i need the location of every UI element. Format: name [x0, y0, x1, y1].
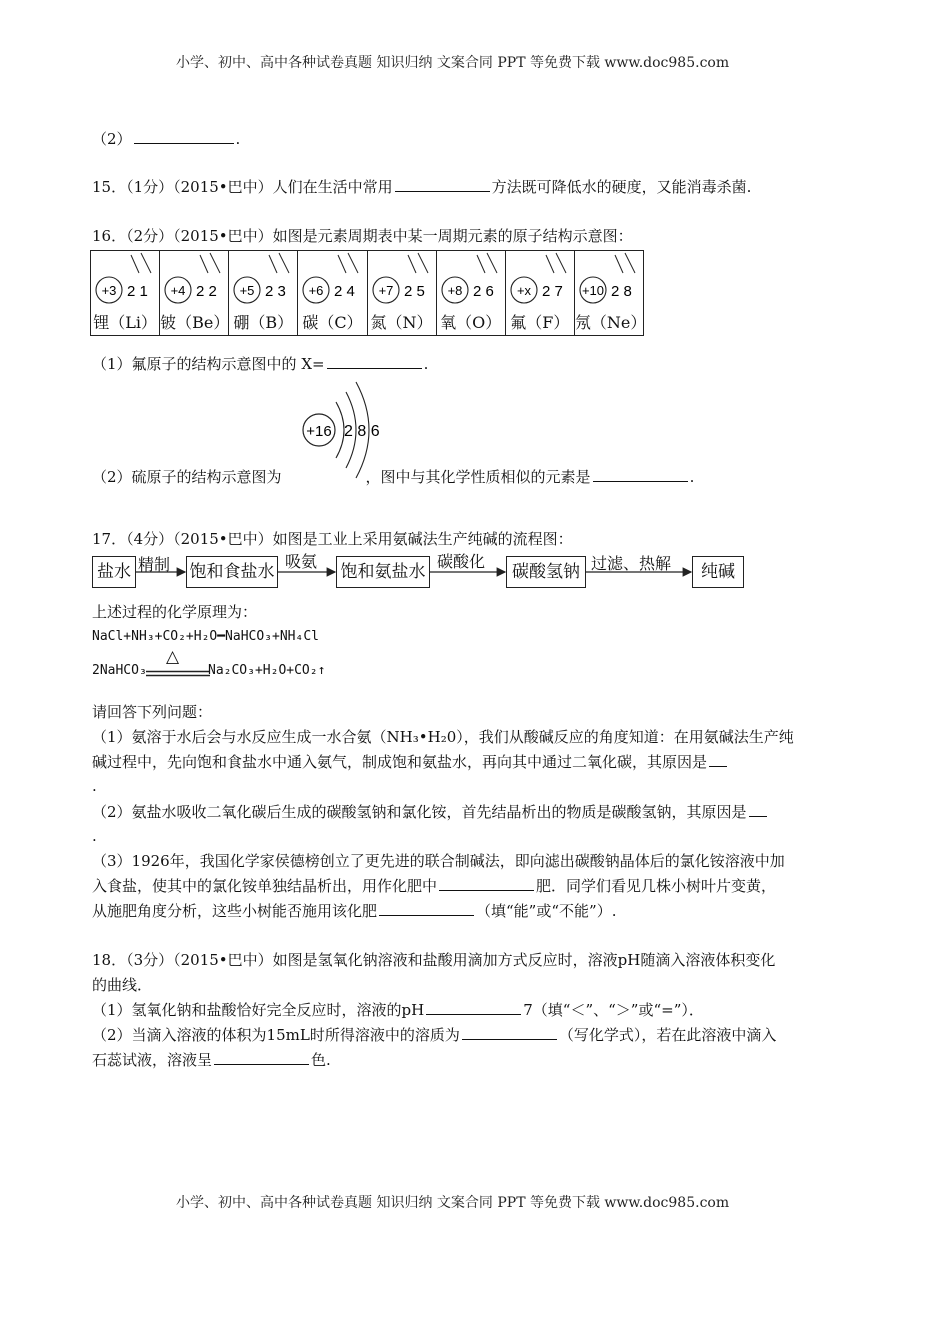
flow-label-1: 精制: [138, 555, 171, 574]
q17-p3-text-c1: 从施肥角度分析，这些小树能否施用该化肥: [92, 902, 378, 920]
element-cell: [506, 251, 575, 335]
electron-shells: 2 3: [265, 283, 287, 300]
q17-p1-line1: （1）氨溶于水后会与水反应生成一水合氨（NH₃•H₂0），我们从酸碱反应的角度知道：在用氨碱法生产纯: [92, 728, 794, 746]
q17-ask: 请回答下列问题：: [92, 703, 213, 721]
q17-p3-text-b2: 肥．同学们看见几株小树叶片变黄，: [536, 877, 777, 895]
flow-label-2: 吸氨: [285, 552, 318, 571]
q16-part1-text: （1）氟原子的结构示意图中的 X=: [92, 355, 325, 373]
q16-part2-text-b: ，图中与其化学性质相似的元素是: [365, 468, 591, 486]
q17-p2-blank[interactable]: [749, 802, 767, 817]
q18-p1-text-a: （1）氢氧化钠和盐酸恰好完全反应时，溶液的pH: [92, 1001, 425, 1019]
element-cell: [160, 251, 229, 335]
electron-shell-mark: [487, 253, 497, 273]
q14-part2: [92, 129, 240, 149]
q17-p1-line2: [92, 752, 729, 772]
q14-blank[interactable]: [134, 129, 234, 144]
electron-shell-mark: [269, 255, 277, 273]
element-name: 氖（Ne）: [574, 313, 647, 332]
q17-principle: 上述过程的化学原理为：: [92, 603, 258, 621]
q18-p2-text-a: （2）当滴入溶液的体积为15mL时所得溶液中的溶质为: [92, 1026, 460, 1044]
element-cell: [298, 251, 367, 335]
atom-structure-diagram: [368, 251, 437, 311]
q18-p1-text-b: 7（填“＜”、“＞”或“=”）．: [523, 1001, 704, 1019]
q17-p3-line3: [92, 901, 616, 921]
periodic-table: [90, 250, 647, 336]
q18-p2-text-c2: 色.: [311, 1051, 331, 1069]
flow-label-4: 过滤、热解: [591, 554, 672, 573]
flow-box-1: 盐水: [92, 556, 136, 588]
q16-part1-end: .: [423, 355, 429, 373]
electron-shell-mark: [556, 253, 566, 273]
flow-box-5: 纯碱: [692, 556, 744, 588]
sulfur-shell-1: [336, 402, 344, 458]
q17-p2-text: （2）氨盐水吸收二氧化碳后生成的碳酸氢钠和氯化铵，首先结晶析出的物质是碳酸氢钠，其原因是: [92, 803, 747, 821]
electron-shell-mark: [615, 255, 623, 273]
q15: [92, 177, 751, 197]
q14-end: .: [235, 130, 241, 148]
q17-equation-2-equals: [146, 670, 210, 678]
q17-p1-end: .: [92, 777, 97, 795]
element-cell: [91, 251, 160, 335]
electron-shell-mark: [131, 255, 139, 273]
atom-structure-diagram: [160, 251, 229, 311]
q16-part2-end: .: [689, 468, 695, 486]
q14-part2-label: （2）: [92, 130, 132, 148]
atom-structure-diagram: [575, 251, 644, 311]
q17-p1-blank[interactable]: [709, 752, 727, 767]
q18-p1-blank[interactable]: [426, 1000, 521, 1015]
element-name: 锂（Li）: [93, 313, 157, 332]
q17-p3-text-b1: 入食盐，使其中的氯化铵单独结晶析出，用作化肥中: [92, 877, 438, 895]
electron-shell-mark: [338, 255, 346, 273]
q16-part1: [92, 354, 428, 374]
q18-p2-blank-2[interactable]: [214, 1050, 309, 1065]
electron-shell-mark: [477, 255, 485, 273]
atom-structure-diagram: [437, 251, 506, 311]
element-name: 硼（B）: [233, 313, 294, 332]
atom-structure-diagram: [91, 251, 160, 311]
q17-p3-line2: [92, 876, 776, 896]
element-cell: [229, 251, 298, 335]
nucleus-charge: +x: [516, 283, 531, 298]
electron-shell-mark: [141, 253, 151, 273]
q16-part2-text-a: （2）硫原子的结构示意图为: [92, 468, 282, 486]
q18-p2-blank-1[interactable]: [462, 1025, 557, 1040]
element-name: 碳（C）: [302, 313, 363, 332]
q17-equation-2-left: 2NaHCO₃: [92, 663, 147, 678]
q17-stem: 17．（4分）（2015•巴中）如图是工业上采用氨碱法生产纯碱的流程图：: [92, 530, 573, 548]
q16-part2-blank[interactable]: [593, 467, 688, 482]
element-cell: [574, 251, 647, 335]
q17-p3-text-c2: （填“能”或“不能”）.: [476, 902, 617, 920]
element-name: 铍（Be）: [160, 313, 230, 332]
q17-p3-blank-2[interactable]: [379, 901, 474, 916]
q17-equation-1: NaCl+NH₃+CO₂+H₂O━NaHCO₃+NH₄Cl: [92, 629, 319, 644]
q18-stem-1: 18．（3分）（2015•巴中）如图是氢氧化钠溶液和盐酸用滴加方式反应时，溶液pH随滴入溶液体积变化: [92, 951, 776, 969]
page-footer: 小学、初中、高中各种试卷真题 知识归纳 文案合同 PPT 等免费下载 www.doc985.com: [176, 1195, 730, 1211]
electron-shells: 2 7: [541, 283, 563, 300]
page-header: 小学、初中、高中各种试卷真题 知识归纳 文案合同 PPT 等免费下载 www.doc985.com: [176, 55, 730, 71]
q15-text-a: 15．（1分）（2015•巴中）人们在生活中常用: [92, 178, 393, 196]
nucleus-charge: +3: [101, 283, 117, 298]
electron-shell-mark: [200, 255, 208, 273]
q16-part1-blank[interactable]: [327, 354, 422, 369]
electron-shells: 2 1: [127, 283, 148, 300]
nucleus-charge: +4: [170, 283, 186, 298]
q18-stem-2: 的曲线．: [92, 976, 153, 994]
q15-blank[interactable]: [395, 177, 490, 192]
electron-shell-mark: [625, 253, 635, 273]
atom-structure-diagram: [298, 251, 367, 311]
sulfur-nucleus: +16: [306, 423, 332, 440]
q18-p1: [92, 1000, 704, 1020]
element-cell: [368, 251, 437, 335]
element-name: 氧（O）: [440, 313, 502, 332]
nucleus-charge: +10: [581, 283, 604, 298]
q17-equation-2-condition: △: [166, 647, 180, 667]
q18-p2-line2: [92, 1050, 331, 1070]
atom-structure-diagram: [506, 251, 575, 311]
q17-p3-line1: （3）1926年，我国化学家侯德榜创立了更先进的联合制碱法，即向滤出碳酸钠晶体后的氯化铵溶液中加: [92, 852, 785, 870]
q16-part2: [92, 467, 694, 487]
nucleus-charge: +8: [447, 283, 463, 298]
electron-shells: 2 8: [610, 283, 632, 300]
flow-box-3: 饱和氨盐水: [336, 556, 430, 588]
q17-p2-end: .: [92, 827, 97, 845]
electron-shells: 2 2: [196, 283, 217, 300]
q18-p2: [92, 1025, 776, 1045]
q18-p2-text-c1: 石蕊试液，溶液呈: [92, 1051, 213, 1069]
electron-shell-mark: [279, 253, 289, 273]
electron-shell-mark: [210, 253, 220, 273]
q17-p3-blank-1[interactable]: [439, 876, 534, 891]
q16-stem: 16．（2分）（2015•巴中）如图是元素周期表中某一周期元素的原子结构示意图：: [92, 227, 633, 245]
nucleus-charge: +7: [378, 283, 393, 298]
q17-p1-text: 碱过程中，先向饱和食盐水中通入氨气，制成饱和氨盐水，再向其中通过二氧化碳，其原因是: [92, 753, 708, 771]
electron-shell-mark: [348, 253, 358, 273]
electron-shells: 2 5: [403, 283, 425, 300]
element-cell: [437, 251, 506, 335]
q17-equation-2-right: Na₂CO₃+H₂O+CO₂↑: [208, 663, 326, 678]
atom-structure-diagram: [229, 251, 298, 311]
q15-text-b: 方法既可降低水的硬度，又能消毒杀菌.: [491, 178, 752, 196]
electron-shells: 2 6: [472, 283, 494, 300]
q18-p2-text-b: （写化学式），若在此溶液中滴入: [558, 1026, 777, 1044]
electron-shell-mark: [418, 253, 428, 273]
element-name: 氮（N）: [370, 313, 433, 332]
electron-shells: 2 4: [334, 283, 356, 300]
sulfur-shells: 2 8 6: [344, 423, 380, 440]
electron-shell-mark: [408, 255, 416, 273]
electron-shell-mark: [546, 255, 554, 273]
element-name: 氟（F）: [510, 313, 570, 332]
nucleus-charge: +5: [239, 283, 255, 298]
flow-label-3: 碳酸化: [437, 552, 486, 571]
flow-box-2: 饱和食盐水: [186, 556, 278, 588]
flow-box-4: 碳酸氢钠: [506, 556, 586, 588]
nucleus-charge: +6: [308, 283, 324, 298]
q17-p2-line1: [92, 802, 769, 822]
